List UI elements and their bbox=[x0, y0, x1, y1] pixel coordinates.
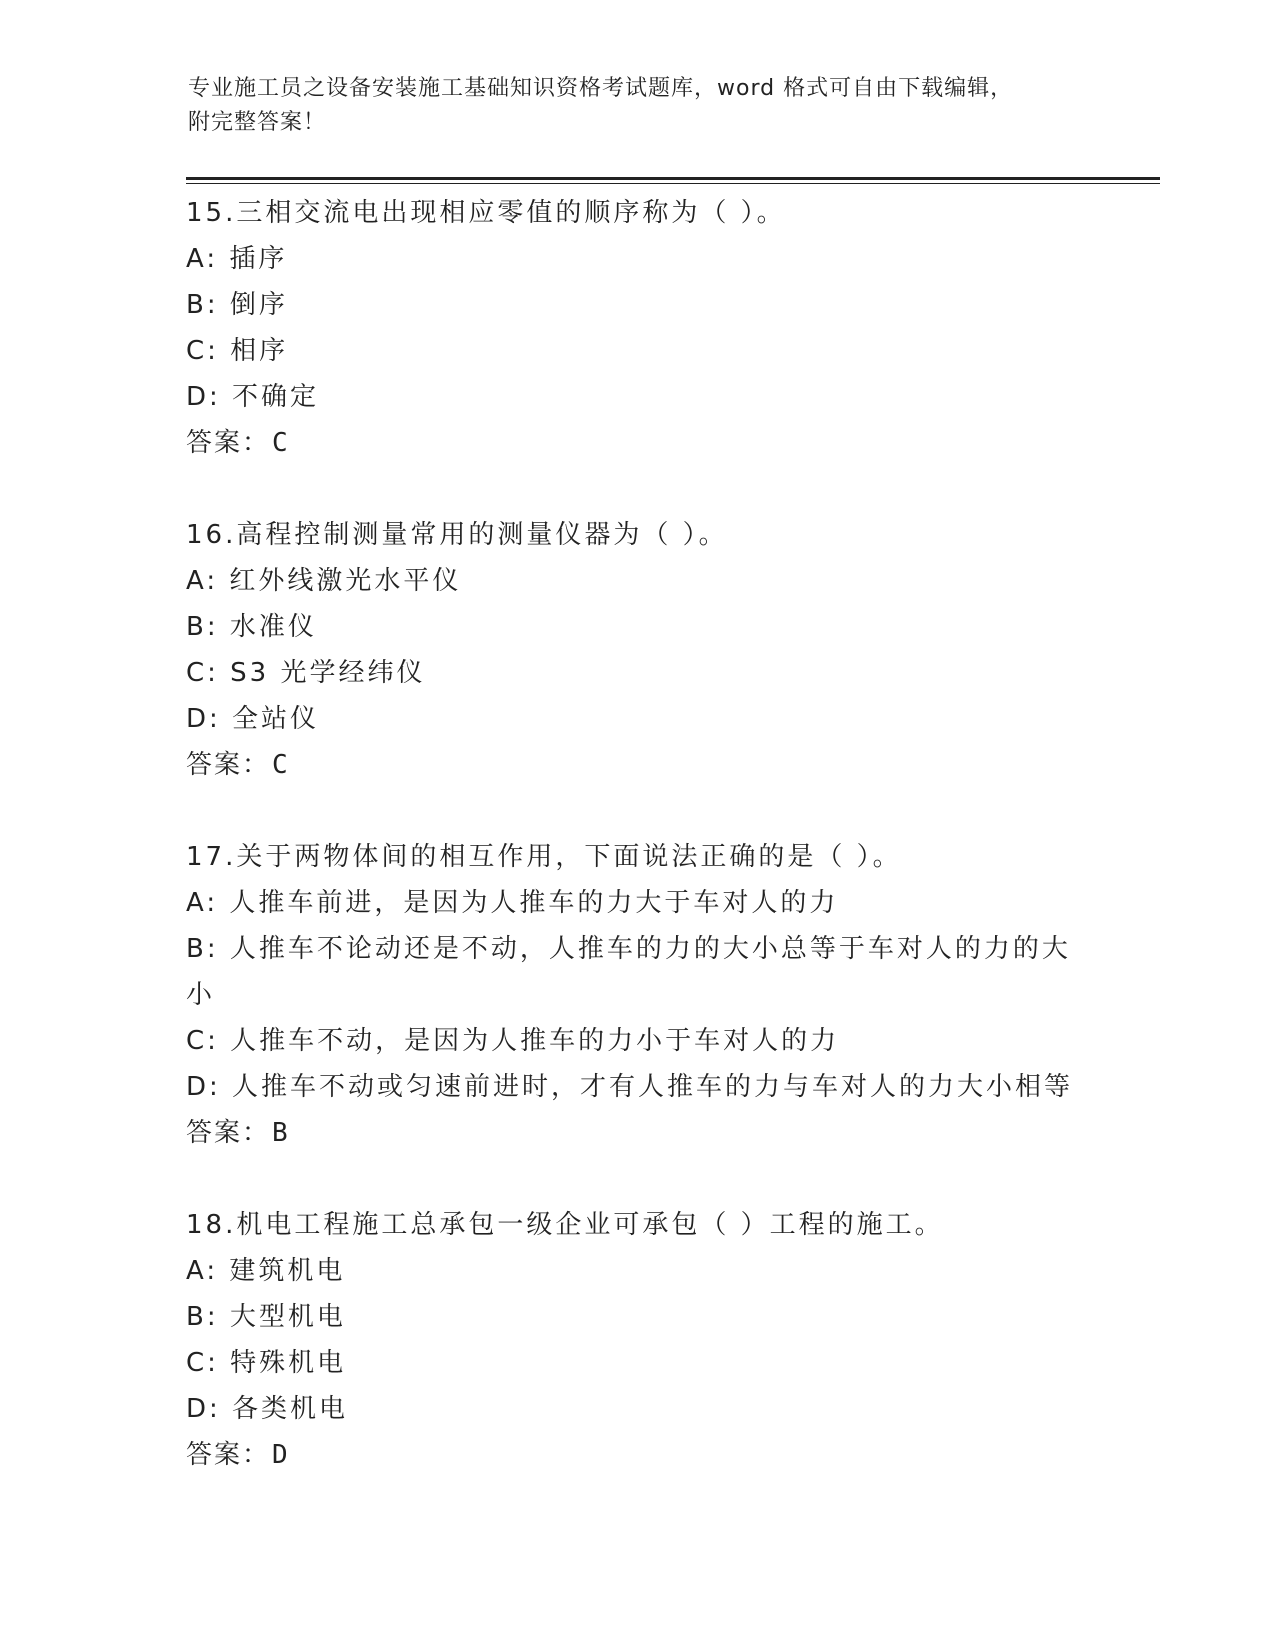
answer-line bbox=[186, 420, 1086, 466]
option-b: B: 倒序 bbox=[186, 290, 288, 320]
question-list bbox=[186, 190, 1086, 1524]
answer-value: C bbox=[272, 428, 290, 458]
option-c: C: 相序 bbox=[186, 336, 289, 366]
option-b: B: 水准仪 bbox=[186, 612, 317, 642]
answer-label: 答案： bbox=[186, 1440, 271, 1470]
option-b: B: 人推车不论动还是不动，人推车的力的大小总等于车对人的力的大小 bbox=[186, 934, 1071, 1010]
option-b: B: 大型机电 bbox=[186, 1302, 346, 1332]
question-stem: 16.高程控制测量常用的测量仪器为（ ）。 bbox=[186, 520, 728, 550]
answer-line bbox=[186, 742, 1086, 788]
option-a: A: 人推车前进，是因为人推车的力大于车对人的力 bbox=[186, 888, 839, 918]
answer-label: 答案： bbox=[186, 428, 271, 458]
question-18 bbox=[186, 1202, 1086, 1478]
question-stem: 18.机电工程施工总承包一级企业可承包（ ）工程的施工。 bbox=[186, 1210, 944, 1240]
header-rule-thin bbox=[186, 183, 1160, 184]
answer-line bbox=[186, 1110, 1086, 1156]
answer-value: C bbox=[272, 750, 290, 780]
question-stem: 17.关于两物体间的相互作用，下面说法正确的是（ ）。 bbox=[186, 842, 902, 872]
question-15 bbox=[186, 190, 1086, 466]
option-a: A: 插序 bbox=[186, 244, 288, 274]
option-d: D: 全站仪 bbox=[186, 704, 320, 734]
option-a: A: 红外线激光水平仪 bbox=[186, 566, 462, 596]
option-d: D: 各类机电 bbox=[186, 1394, 349, 1424]
question-stem: 15.三相交流电出现相应零值的顺序称为（ ）。 bbox=[186, 198, 786, 228]
question-16 bbox=[186, 512, 1086, 788]
option-d: D: 不确定 bbox=[186, 382, 320, 412]
option-c: C: 特殊机电 bbox=[186, 1348, 347, 1378]
answer-value: B bbox=[272, 1118, 290, 1148]
question-17 bbox=[186, 834, 1086, 1156]
answer-value: D bbox=[272, 1440, 290, 1470]
header-line-2: 附完整答案！ bbox=[188, 110, 327, 135]
option-d: D: 人推车不动或匀速前进时，才有人推车的力与车对人的力大小相等 bbox=[186, 1072, 1074, 1102]
answer-label: 答案： bbox=[186, 750, 271, 780]
option-c: C: S3 光学经纬仪 bbox=[186, 658, 426, 688]
answer-line bbox=[186, 1432, 1086, 1478]
answer-label: 答案： bbox=[186, 1118, 271, 1148]
header-rule bbox=[186, 177, 1160, 180]
option-c: C: 人推车不动，是因为人推车的力小于车对人的力 bbox=[186, 1026, 840, 1056]
header-line-1: 专业施工员之设备安装施工基础知识资格考试题库，word 格式可自由下载编辑， bbox=[188, 76, 1014, 101]
document-header bbox=[188, 72, 1088, 140]
option-a: A: 建筑机电 bbox=[186, 1256, 346, 1286]
